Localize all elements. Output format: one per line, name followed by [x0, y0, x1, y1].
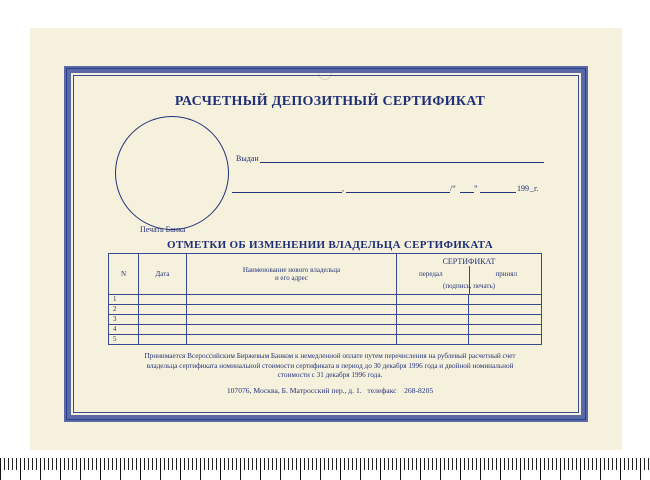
col-accepted-label: принял — [495, 270, 517, 278]
bank-address — [110, 386, 550, 395]
row-number: 4 — [109, 325, 139, 335]
row-accepted-cell[interactable] — [469, 325, 542, 335]
payment-terms-line3: стоимости с 31 декабря 1996 года. — [277, 371, 383, 380]
row-date-cell[interactable] — [139, 335, 187, 345]
row-owner-cell[interactable] — [187, 295, 397, 305]
phone-label: телефакс — [367, 386, 397, 395]
date-day-field — [460, 192, 474, 193]
payment-terms-line1: Принимается Всероссийским Биржевым Банком к немедленной оплате путем перечисления на рублевый расчетный счет — [144, 352, 516, 360]
date-field-part-1 — [232, 192, 342, 193]
table-row — [109, 315, 542, 325]
table-row — [109, 295, 542, 305]
phone-number: 268-8205 — [404, 386, 434, 395]
row-date-cell[interactable] — [139, 315, 187, 325]
col-owner-header — [187, 254, 397, 295]
row-number: 5 — [109, 335, 139, 345]
row-number: 1 — [109, 295, 139, 305]
row-number: 3 — [109, 315, 139, 325]
date-year-suffix: _г. — [530, 184, 539, 193]
table-row — [109, 325, 542, 335]
row-accepted-cell[interactable] — [469, 315, 542, 325]
col-owner-line1: Наименование нового владельца — [242, 266, 341, 274]
date-year-prefix: 199 — [517, 184, 529, 193]
col-owner-line2: и его адрес — [274, 274, 309, 282]
issued-to-field — [260, 162, 544, 163]
row-transferred-cell[interactable] — [397, 325, 469, 335]
certificate-title: РАСЧЕТНЫЙ ДЕПОЗИТНЫЙ СЕРТИФИКАТ — [174, 94, 486, 109]
row-transferred-cell[interactable] — [397, 305, 469, 315]
row-date-cell[interactable] — [139, 295, 187, 305]
row-owner-cell[interactable] — [187, 325, 397, 335]
table-row — [109, 335, 542, 345]
history-title: ОТМЕТКИ ОБ ИЗМЕНЕНИИ ВЛАДЕЛЬЦА СЕРТИФИКАТА — [167, 239, 493, 251]
bank-seal-circle — [115, 116, 229, 230]
col-transferred-label: передал — [419, 270, 443, 278]
payment-terms-line2: владельца сертификата номинальной стоимости сертификата в период до 30 декабря 1996 года и двойной номинальной — [146, 361, 514, 370]
row-accepted-cell[interactable] — [469, 295, 542, 305]
seal-label: Печать Банка — [140, 225, 186, 234]
col-number-header: N — [109, 254, 139, 295]
col-date-header: Дата — [139, 254, 187, 295]
col-certificate-header — [397, 254, 542, 295]
date-comma: , — [342, 184, 344, 193]
date-month-field — [480, 192, 516, 193]
address-text: 107076, Москва, Б. Матросский пер., д. 1. — [226, 386, 362, 395]
date-field-part-2 — [346, 192, 450, 193]
col-signature-hint: (подпись, печать) — [443, 282, 495, 290]
date-quote-right: ” — [474, 184, 478, 193]
row-owner-cell[interactable] — [187, 305, 397, 315]
payment-terms — [110, 352, 550, 381]
row-accepted-cell[interactable] — [469, 335, 542, 345]
ownership-history-table — [108, 253, 542, 345]
table-row — [109, 305, 542, 315]
row-owner-cell[interactable] — [187, 335, 397, 345]
row-date-cell[interactable] — [139, 325, 187, 335]
issued-label: Выдан — [236, 154, 259, 163]
col-certificate-caption: СЕРТИФИКАТ — [442, 257, 496, 266]
ruler-major-ticks — [0, 458, 650, 480]
row-transferred-cell[interactable] — [397, 295, 469, 305]
row-transferred-cell[interactable] — [397, 335, 469, 345]
row-owner-cell[interactable] — [187, 315, 397, 325]
row-transferred-cell[interactable] — [397, 315, 469, 325]
date-quote-left: /“ — [450, 184, 456, 193]
row-date-cell[interactable] — [139, 305, 187, 315]
row-accepted-cell[interactable] — [469, 305, 542, 315]
row-number: 2 — [109, 305, 139, 315]
